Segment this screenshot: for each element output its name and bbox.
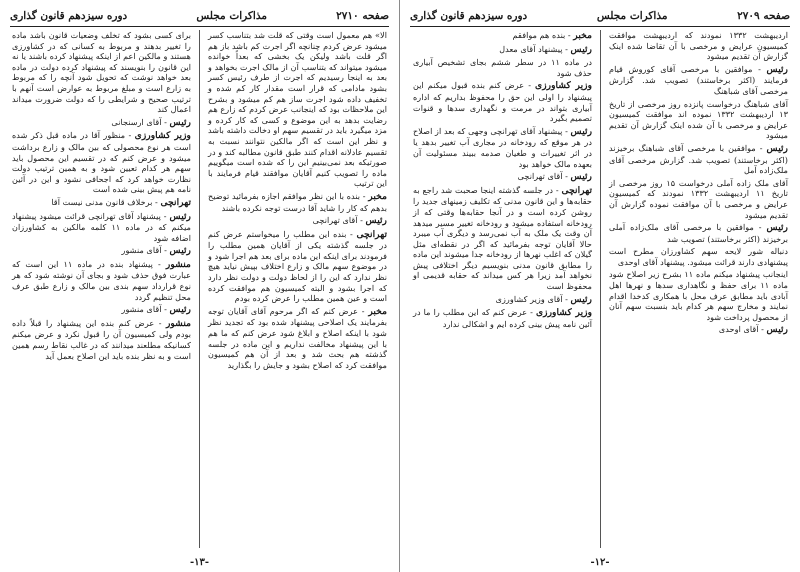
speaker-name: رئیس xyxy=(570,293,592,305)
right-page-number: صفحه ۲۷۰۹ xyxy=(737,10,790,22)
left-page-columns xyxy=(10,30,389,548)
transcript-paragraph xyxy=(208,215,387,227)
speaker-name: وزیر کشاورزی xyxy=(134,130,191,142)
transcript-paragraph xyxy=(208,306,387,371)
paragraph-text: - پیشنهاد آقای معدل xyxy=(499,43,568,54)
transcript-paragraph xyxy=(12,130,191,195)
paragraph-text: در ماده ۱۱ در سطر ششم بجای تشخیص آبیاری حذف شود xyxy=(413,57,592,78)
speaker-name: مخبر xyxy=(368,190,387,202)
speaker-name: مخبر xyxy=(368,305,388,317)
transcript-paragraph xyxy=(208,30,387,189)
paragraph-text: - عرض کنم بنده این پیشنهاد را قبلاً داده بودم ولی کمیسیون آن را قبول نکرد و عرض میکنم کسانیکه مطلعند میدانند که در غالب نقاط رسم همین است و به نظر بنده باید این اصلاح بعمل آید xyxy=(12,317,191,361)
transcript-paragraph xyxy=(413,126,592,169)
transcript-paragraph xyxy=(12,318,191,361)
transcript-paragraph xyxy=(413,44,592,56)
transcript-paragraph xyxy=(413,30,592,42)
transcript-paragraph xyxy=(609,324,788,336)
paragraph-text: - آقای تهرانچی xyxy=(517,171,568,182)
paragraph-text: - موافقین با مرخصی آقای کوروش قیام فرمایند (اکثر برخاستند) تصویب شد. گزارش مرخصی آقای شباهنگ xyxy=(609,63,788,96)
paragraph-text: - منظور آقا در ماده قبل ذکر شده است هر نوع محصولی که بین مالک و زارع برداشت میشود و عرض کنم که در تقسیم این محصول باید سهم هر کدام تعیین شود و به همین ترتیب دولت نظارت خواهد کرد که اجحافی نشود و این در آئین نامه هم پیش بینی شده است xyxy=(12,130,191,195)
transcript-paragraph xyxy=(609,30,788,62)
transcript-paragraph xyxy=(413,294,592,306)
speaker-name: رئیس xyxy=(766,142,788,154)
speaker-name: تهرانچی xyxy=(160,196,191,208)
speaker-name: منشور xyxy=(165,317,192,329)
paragraph-text: - آقای منشور xyxy=(121,245,167,256)
transcript-paragraph xyxy=(12,259,191,302)
paragraph-text: - در جلسه گذشته اینجا صحبت شد راجع به حقابه‌ها و این قانون مدنی که تکلیف زمینهای جدید را روشن کرده است و در آنجا حقابه‌ها وقتی که از رودخانه استفاده میشود و رودخانه تغییر مسیر میدهد آن وقت یک ملک به آب نمی‌رسد و دیگری آب میبرد حالا آقایان توجه بفرمائید که اگر در نقطه‌ای مثل گیلان که اغلب نهرها از رودخانه جدا میشوند این ماده را مطابق قانون مدنی بنویسیم دیگر اختلافی پیش نخواهد آمد زیرا هر کس میداند که حقابه قدیمی او محفوظ است xyxy=(413,184,592,292)
speaker-name: رئیس xyxy=(766,222,788,234)
transcript-paragraph xyxy=(12,304,191,316)
paragraph-text: آقای ملک زاده آملی درخواست ۱۵ روز مرخصی از تاریخ ۱۱ اردیبهشت ۱۳۳۲ نمودند که کمیسیون عرایض و مرخصی با آن موافقت نموده گزارش آن تقدیم میشود xyxy=(609,177,788,220)
paragraph-text: - پیشنهاد آقای تهرانچی وجهی که بعد از اصلاح در هر موقع که رودخانه در مجاری آب تغییر بدهد یا در اثر تغییرات و طغیان صدمه ببیند مسئولیت آن بعهده مالک خواهد بود xyxy=(413,125,592,169)
paragraph-text: آقای شباهنگ درخواست پانزده روز مرخصی از تاریخ ۱۳ اردیبهشت ۱۳۳۲ نموده اند موافقت کمیسیون عرایض و مرخصی با آن شده اینک گزارش آن تقدیم میشود xyxy=(609,98,788,141)
paragraph-text: - آقای ارسنجانی xyxy=(111,116,167,127)
right-page-folio: -۱۲- xyxy=(590,557,610,568)
paragraph-text: - آقای اوحدی xyxy=(718,324,764,335)
paragraph-text: - پیشنهاد بنده در ماده ۱۱ این است که عبارت فوق حذف شود و بجای آن نوشته شود که هر نوع قرارداد سهم بندی بین مالک و زارع طبق عرف محل تنظیم گردد xyxy=(12,258,191,302)
speaker-name: منشور xyxy=(165,258,191,270)
speaker-name: رئیس xyxy=(766,63,788,75)
paragraph-text: - پیشنهاد آقای تهرانچی قرائت میشود پیشنهاد میکنم که در ماده ۱۱ کلمه مالکین به کشاورزان اضافه شود xyxy=(12,210,191,243)
speaker-name: رئیس xyxy=(570,171,592,183)
transcript-paragraph xyxy=(413,57,592,78)
paragraph-text: اینجانب پیشنهاد میکنم ماده ۱۱ بشرح زیر اصلاح شود ماده ۱۱ برای حفظ و نگاهداری سدها و نهرها اهل آبادی باید مطابق عرف محل با همکاری کدخدا اقدام نمایند و مخارج سهم هر کدام باید بنسبت سهم آنان از محصول پرداخت شود xyxy=(609,269,788,322)
paragraph-text: - موافقین با مرخصی آقای شباهنگ برخیزند (اکثر برخاستند) تصویب شد. گزارش مرخصی آقای ملک‌زاده آمل xyxy=(609,142,788,176)
paragraph-text: - عرض کنم بنده قبول میکنم این پیشنهاد را اولی این حق را محفوظ بداریم که اداره آبیاری بتواند در مرمت و نگهداری سدها و قنوات تصمیم بگیرد xyxy=(413,80,592,124)
paragraph-text: - آقای تهرانچی xyxy=(312,215,363,226)
transcript-paragraph xyxy=(413,307,592,329)
left-header-rule xyxy=(10,26,389,27)
left-page-folio: -۱۳- xyxy=(189,557,210,568)
transcript-paragraph xyxy=(12,197,191,209)
left-page-right-column xyxy=(206,30,389,548)
left-page-number: صفحه ۲۷۱۰ xyxy=(336,10,389,22)
speaker-name: وزیر کشاورزی xyxy=(535,80,593,92)
left-page-session: دوره سیزدهم قانون گذاری xyxy=(10,10,128,22)
right-page-columns xyxy=(410,30,790,548)
paragraph-text: - عرض کنم که اگر مرحوم آقای آقایان توجه بفرمایند یک اصلاحی پیشنهاد شده بود که تجدید نظر شود با اینکه اصلاح و ابلاغ شود عرض کنم که ما هم با این پیشنهاد مخالفت نداریم و این ماده در جلسه گذشته هم بحث شد و بعد از آن هم کمیسیون موافقت کرد که اصلاح بشود و جایش را بگذارید xyxy=(208,305,387,370)
transcript-paragraph xyxy=(413,80,592,123)
transcript-paragraph xyxy=(609,222,788,244)
speaker-name: رئیس xyxy=(169,245,191,257)
paragraph-text: - بنده این مطلب را میخواستم عرض کنم در جلسه گذشته یکی از آقایان همین مطلب را فرمودند برای اینکه این ماده برای بعد هم اجرا شود و در موضوع سهم مالک و زارع اختلاف بپیش نیاید هیچ نظر ندارد که این را از لحاظ دولت و دولت نظر دارد که اجرا بشود و البته کمیسیون هم موافقت کرده است و عین همین مطلب را عرض کرده بودم xyxy=(208,228,387,304)
speaker-name: رئیس xyxy=(365,215,387,227)
paragraph-text: - بنده هم موافقم xyxy=(512,30,571,40)
paragraph-text: - موافقین با مرخصی آقای ملک‌زاده آملی برخیزند (اکثر برخاستند) تصویب شد xyxy=(609,222,788,244)
speaker-name: رئیس xyxy=(169,304,191,316)
speaker-name: تهرانچی xyxy=(356,228,388,240)
transcript-paragraph xyxy=(208,229,387,304)
column-divider xyxy=(600,30,601,548)
speaker-name: مخبر xyxy=(573,30,592,41)
transcript-paragraph xyxy=(609,143,788,176)
right-page-right-column xyxy=(607,30,790,548)
right-page xyxy=(400,0,800,572)
transcript-paragraph xyxy=(609,246,788,267)
paragraph-text: الا» هم معمول است وقتی که قلت شد بتناسب کسر میشود عرض کردم چنانچه اگر اجرت کم باشد باز هم اگر قلت باشد ولیکن یک بخشی که بعداً خوانده میشود میتواند که بتناسب آن از مالک اجرت بخواهد و بعد به اینجا رسیدیم که اجرت از طرف رئیس کسر بشود مادامی که قرار است مقدار کار کم شده و تخفیف داده شود اجرت ساز هم کم میشود و بشرح این ملاحظات بود که اینجانب عرض کردم که زارع هم رضایت بدهد به این موضوع و کسی که کار کرده و مزد میگیرد باید در تقسیم سهم او دخالت داشته باشد و نظر این است که اگر مالکین نتوانند نسبت به تقسیم عادلانه اقدام کنند طبق قانون مطالبه کند و در صورتیکه بعد نمی‌بینیم این را که شده است میگوییم ماده را تصویب کنیم آقایان موافقند قیام فرمایند با این ترتیب xyxy=(208,30,387,189)
right-page-title: مذاکرات مجلس xyxy=(596,10,668,22)
paragraph-text: دنباله شور لایحه سهم کشاورزان مطرح است پیشنهادی دارند قرائت میشود. پیشنهاد آقای اوحدی xyxy=(609,246,788,267)
speaker-name: رئیس xyxy=(169,116,191,128)
transcript-paragraph xyxy=(609,99,788,141)
paragraph-text: - آقای وزیر کشاورزی xyxy=(495,293,568,304)
left-page-left-column xyxy=(10,30,193,548)
paragraph-text: برای کسی بشود که تخلف وضعیات قانون باشد ماده را تغییر بدهند و مربوط به کسانی که در کشاورزی هستند و مالکین اعم از اینکه پیشنهاد کرده باشند یا نه این قانون را بنویسند که پیشنهاد کرده دولت در ماده بعد خواهد نوشت که تحویل شود آنچه را که مربوط به زارع است و مبلغ مربوط به عوارض است آنهم با ترتیب صحیح و شرایطی را که دولت ضرورت میداند اعمال کند xyxy=(12,30,191,115)
speaker-name: رئیس xyxy=(570,43,592,55)
speaker-name: وزیر کشاورزی xyxy=(535,307,593,319)
transcript-paragraph xyxy=(609,178,788,220)
transcript-paragraph xyxy=(609,64,788,97)
speaker-name: رئیس xyxy=(570,125,593,137)
paragraph-text: اردیبهشت ۱۳۳۲ نمودند که اردیبهشت موافقت کمیسیون عرایض و مرخصی با آن تقاضا شده اینک گزارش آن تقدیم میشود xyxy=(609,30,788,62)
right-page-left-column xyxy=(411,30,594,548)
left-page-header xyxy=(10,8,389,24)
speaker-name: رئیس xyxy=(169,210,191,222)
transcript-paragraph xyxy=(12,245,191,257)
transcript-paragraph xyxy=(12,30,191,115)
paragraph-text: - برخلاف قانون مدنی نیست آقا xyxy=(51,196,158,207)
paragraph-text: - آقای منشور xyxy=(121,304,167,315)
speaker-name: رئیس xyxy=(766,324,788,336)
transcript-paragraph xyxy=(12,117,191,129)
transcript-paragraph xyxy=(609,269,788,322)
transcript-paragraph xyxy=(208,191,387,213)
right-page-header xyxy=(410,8,790,24)
paragraph-text: - بنده با این نظر موافقم اجازه بفرمائید توضیح بدهم که کار را شاید آقا درست توجه نکرده باشند xyxy=(208,190,387,213)
right-header-rule xyxy=(410,26,790,27)
transcript-paragraph xyxy=(413,185,592,292)
column-divider xyxy=(199,30,200,548)
transcript-paragraph xyxy=(413,171,592,183)
paragraph-text: - عرض کنم که این مطلب را ما در آئین نامه پیش بینی کرده ایم و اشکالی ندارد xyxy=(413,307,592,329)
right-page-session: دوره سیزدهم قانون گذاری xyxy=(410,10,528,22)
transcript-paragraph xyxy=(12,211,191,244)
left-page-title: مذاکرات مجلس xyxy=(196,10,267,22)
speaker-name: تهرانچی xyxy=(561,184,593,196)
